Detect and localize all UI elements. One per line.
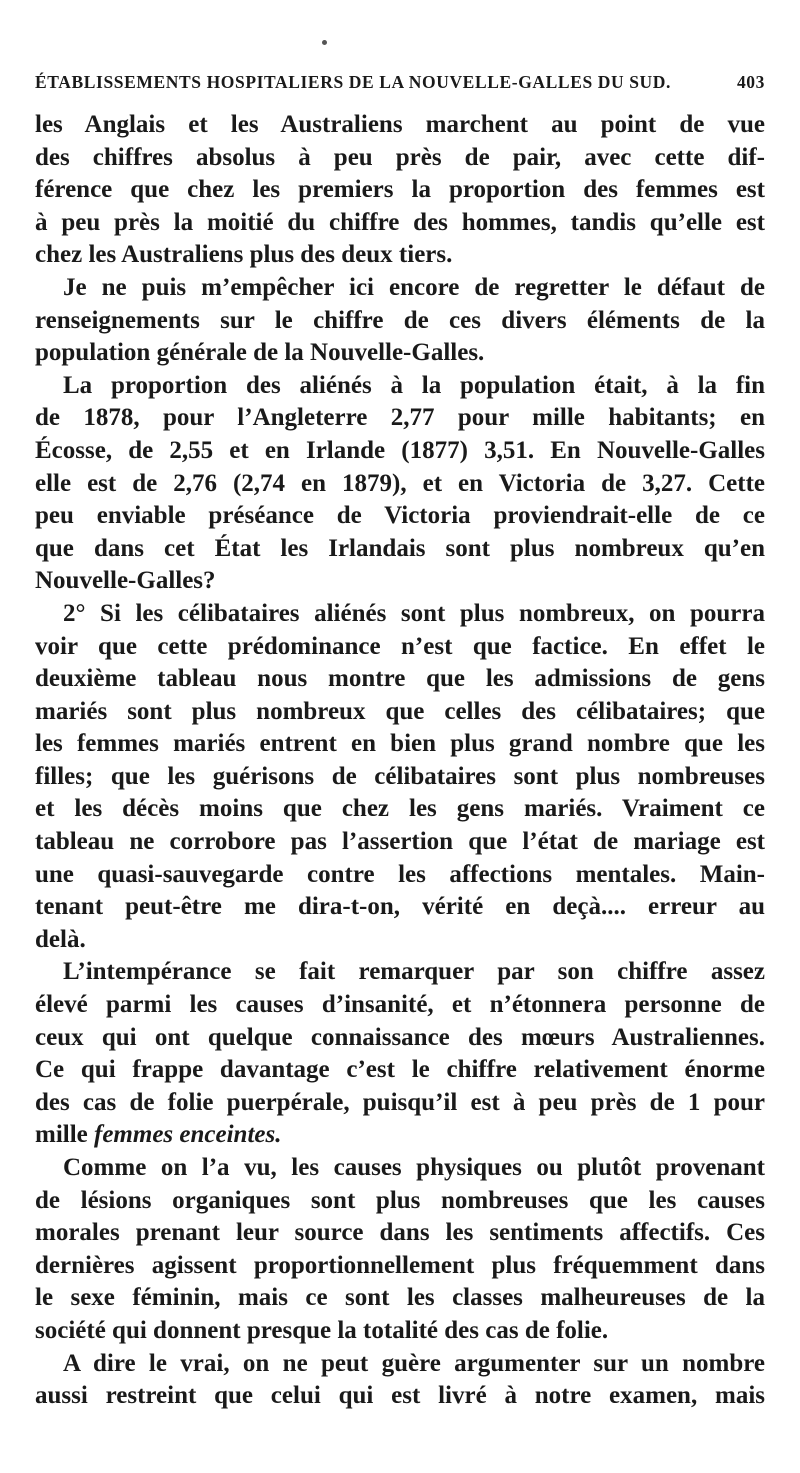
text-line: L’intempérance se fait remarquer par son chiffre assez — [63, 958, 765, 986]
text-line: filles; que les guérisons de célibataires sont plus nombreuses — [35, 762, 765, 790]
text-line: une quasi-sauvegarde contre les affections mentales. Main- — [35, 860, 765, 888]
text-line: Écosse, de 2,55 et en Irlande (1877) 3,51. En Nouvelle-Galles — [35, 436, 765, 464]
text-line: voir que cette prédominance n’est que factice. En effet le — [35, 632, 765, 660]
text-line: A dire le vrai, on ne peut guère argumenter sur un nombre — [63, 1349, 765, 1377]
text-line: La proportion des aliénés à la population était, à la fin — [63, 371, 765, 399]
text-line: les femmes mariés entrent en bien plus grand nombre que les — [35, 730, 765, 758]
text-line: Je ne puis m’empêcher ici encore de regretter le défaut de — [63, 273, 765, 301]
text-line — [35, 1119, 765, 1152]
text-line: tableau ne corrobore pas l’assertion que l’état de mariage est — [35, 828, 765, 856]
italic-text: femmes enceintes. — [94, 1121, 282, 1149]
text-line: de 1878, pour l’Angleterre 2,77 pour mille habitants; en — [35, 404, 765, 432]
text-line: des chiffres absolus à peu près de pair, avec cette dif- — [35, 143, 765, 171]
text-line: Nouvelle-Galles? — [35, 567, 216, 595]
text-line: population générale de la Nouvelle-Galles. — [35, 339, 485, 367]
text-line: deuxième tableau nous montre que les admissions de gens — [35, 665, 765, 693]
text-line: élevé parmi les causes d’insanité, et n’étonnera personne de — [35, 991, 765, 1019]
running-title: ÉTABLISSEMENTS HOSPITALIERS DE LA NOUVELLE-GALLES DU SUD. — [35, 72, 672, 92]
text-line: Comme on l’a vu, les causes physiques ou plutôt provenant — [63, 1154, 765, 1181]
text-line: à peu près la moitié du chiffre des hommes, tandis qu’elle est — [35, 208, 765, 236]
text-line: peu enviable préséance de Victoria proviendrait-elle de ce — [35, 502, 765, 530]
text-line: des cas de folie puerpérale, puisqu’il est à peu près de 1 pour — [35, 1088, 765, 1116]
text-line: morales prenant leur source dans les sentiments affectifs. Ces — [35, 1219, 765, 1247]
text-line: 2° Si les célibataires aliénés sont plus nombreux, on pourra — [63, 599, 765, 627]
text-line: aussi restreint que celui qui est livré à notre examen, mais — [35, 1382, 765, 1410]
text-line: Ce qui frappe davantage c’est le chiffre relativement énorme — [35, 1056, 765, 1084]
text-line: dernières agissent proportionnellement plus fréquemment dans — [35, 1251, 765, 1279]
text-line: société qui donnent presque la totalité des cas de folie. — [35, 1316, 609, 1344]
text-line: renseignements sur le chiffre de ces divers éléments de la — [35, 306, 765, 334]
body-text — [35, 109, 765, 1413]
print-speck — [322, 40, 327, 45]
text-line: chez les Australiens plus des deux tiers. — [35, 241, 453, 269]
text-line: de lésions organiques sont plus nombreuses que les causes — [35, 1186, 765, 1214]
running-head — [35, 72, 765, 102]
text-line: tenant peut-être me dira-t-on, vérité en deçà.... erreur au — [35, 893, 765, 921]
text-line: férence que chez les premiers la proportion des femmes est — [35, 176, 765, 204]
text-line: mariés sont plus nombreux que celles des célibataires; que — [35, 697, 765, 725]
text-line: et les décès moins que chez les gens mariés. Vraiment ce — [35, 795, 765, 823]
text-fragment: mille — [35, 1121, 88, 1149]
page-number: 403 — [736, 72, 765, 92]
text-line: que dans cet État les Irlandais sont plus nombreux qu’en — [35, 534, 765, 562]
text-line: les Anglais et les Australiens marchent au point de vue — [35, 111, 765, 138]
text-line: ceux qui ont quelque connaissance des mœurs Australiennes. — [35, 1023, 765, 1051]
text-line: elle est de 2,76 (2,74 en 1879), et en Victoria de 3,27. Cette — [35, 469, 765, 497]
text-line: le sexe féminin, mais ce sont les classes malheureuses de la — [35, 1284, 765, 1312]
text-line: delà. — [35, 925, 86, 953]
